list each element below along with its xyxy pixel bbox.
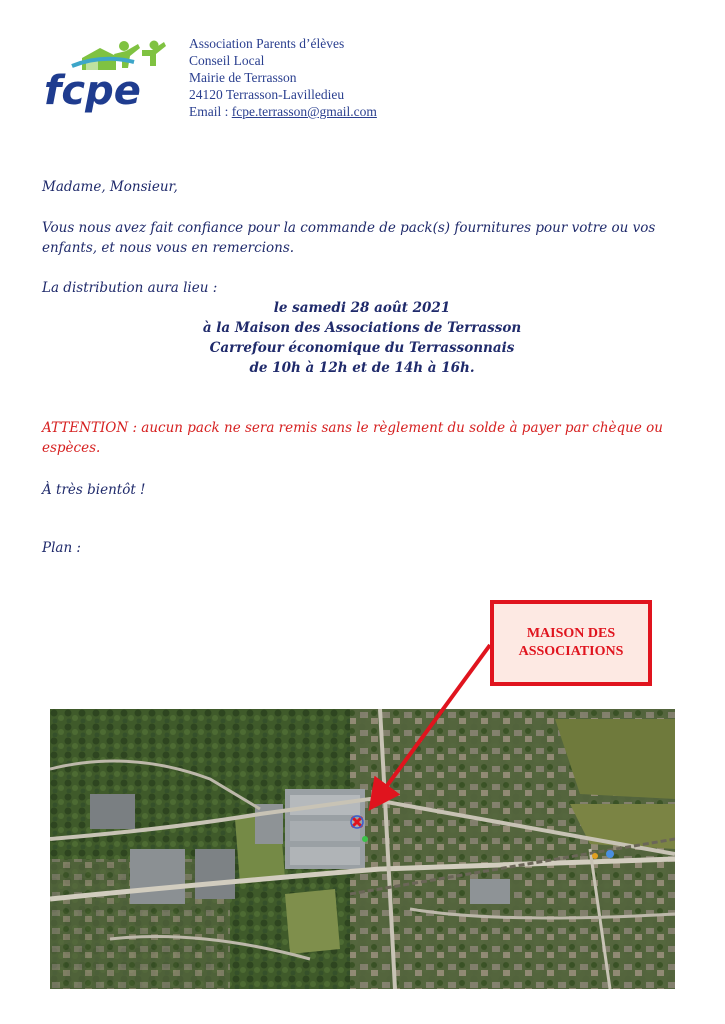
maison-associations-callout bbox=[490, 600, 652, 686]
paragraph-thanks-line1: Vous nous avez fait confiance pour la commande de pack(s) fournitures pour votre ou vos bbox=[42, 220, 656, 236]
attention-line2: espèces. bbox=[42, 440, 101, 456]
header-email-line bbox=[189, 103, 377, 120]
logo-text: fcpe bbox=[44, 68, 141, 114]
paragraph-thanks bbox=[42, 218, 682, 258]
closing: À très bientôt ! bbox=[42, 482, 146, 498]
header-council: Conseil Local bbox=[189, 53, 265, 68]
fcpe-logo-graphic bbox=[42, 36, 182, 116]
distribution-hours: de 10h à 12h et de 14h à 16h. bbox=[249, 360, 475, 376]
distribution-location: Carrefour économique du Terrassonnais bbox=[209, 340, 515, 356]
header-address: 24120 Terrasson-Lavilledieu bbox=[189, 87, 345, 102]
distribution-date: le samedi 28 août 2021 bbox=[273, 300, 451, 316]
fcpe-logo bbox=[42, 36, 182, 116]
plan-label: Plan : bbox=[42, 540, 81, 556]
satellite-map bbox=[50, 709, 675, 989]
email-link[interactable]: fcpe.terrasson@gmail.com bbox=[231, 104, 377, 119]
attention-notice bbox=[42, 418, 682, 458]
distribution-intro: La distribution aura lieu : bbox=[42, 280, 218, 296]
attention-line1: ATTENTION : aucun pack ne sera remis sans le règlement du solde à payer par chèque ou bbox=[42, 420, 663, 436]
distribution-details bbox=[42, 298, 682, 378]
header-mairie: Mairie de Terrasson bbox=[189, 70, 297, 85]
header-association-name: Association Parents d’élèves bbox=[189, 36, 345, 51]
callout-line2: ASSOCIATIONS bbox=[518, 644, 624, 659]
callout-line1: MAISON DES bbox=[526, 626, 616, 641]
distribution-place: à la Maison des Associations de Terrasson bbox=[202, 320, 522, 336]
greeting: Madame, Monsieur, bbox=[42, 179, 178, 195]
email-label: Email : bbox=[189, 104, 232, 119]
paragraph-thanks-line2: enfants, et nous vous en remercions. bbox=[42, 240, 295, 256]
satellite-map-image bbox=[50, 709, 675, 989]
header-contact-block bbox=[189, 35, 377, 120]
